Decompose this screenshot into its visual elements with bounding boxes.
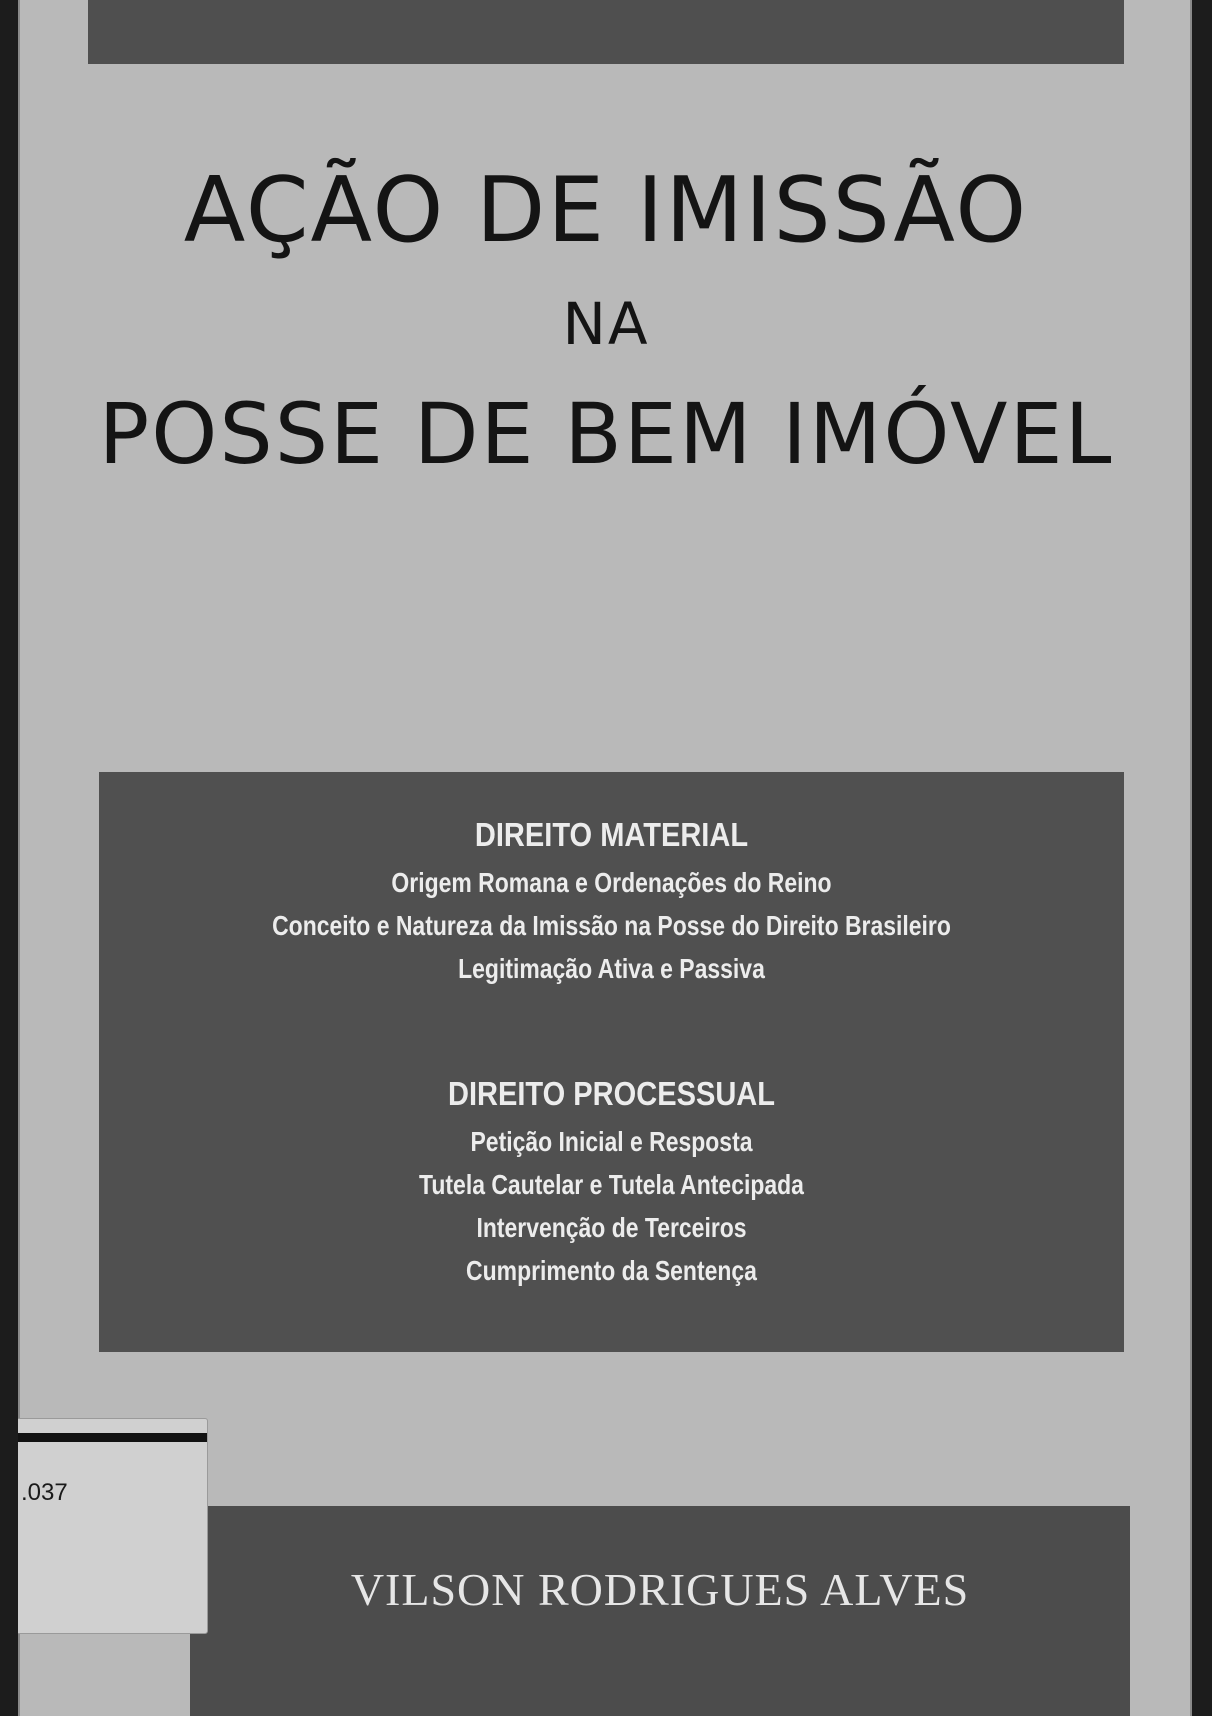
processual-item: Petição Inicial e Resposta — [470, 1126, 753, 1157]
material-item: Legitimação Ativa e Passiva — [458, 953, 765, 984]
top-band — [88, 0, 1124, 64]
processual-item: Intervenção de Terceiros — [476, 1212, 747, 1243]
section-heading-material: DIREITO MATERIAL — [474, 816, 749, 853]
title-line-3: POSSE DE BEM IMÓVEL — [98, 385, 1114, 483]
processual-item: Cumprimento da Sentença — [466, 1255, 757, 1286]
title-line-1: AÇÃO DE IMISSÃO — [183, 158, 1029, 263]
processual-item: Tutela Cautelar e Tutela Antecipada — [419, 1169, 804, 1200]
scan-edge-left — [0, 0, 18, 1716]
label-stripe — [15, 1433, 207, 1442]
author-name: VILSON RODRIGUES ALVES — [350, 1564, 970, 1615]
library-call-number-label — [14, 1418, 208, 1634]
scan-edge-right — [1192, 0, 1212, 1716]
section-heading-processual: DIREITO PROCESSUAL — [447, 1075, 776, 1112]
topics-panel — [99, 772, 1124, 1352]
title-line-2: NA — [562, 290, 650, 358]
material-item: Conceito e Natureza da Imissão na Posse do Direito Brasileiro — [272, 910, 951, 941]
call-number: .037 — [21, 1479, 68, 1506]
material-item: Origem Romana e Ordenações do Reino — [391, 867, 832, 898]
